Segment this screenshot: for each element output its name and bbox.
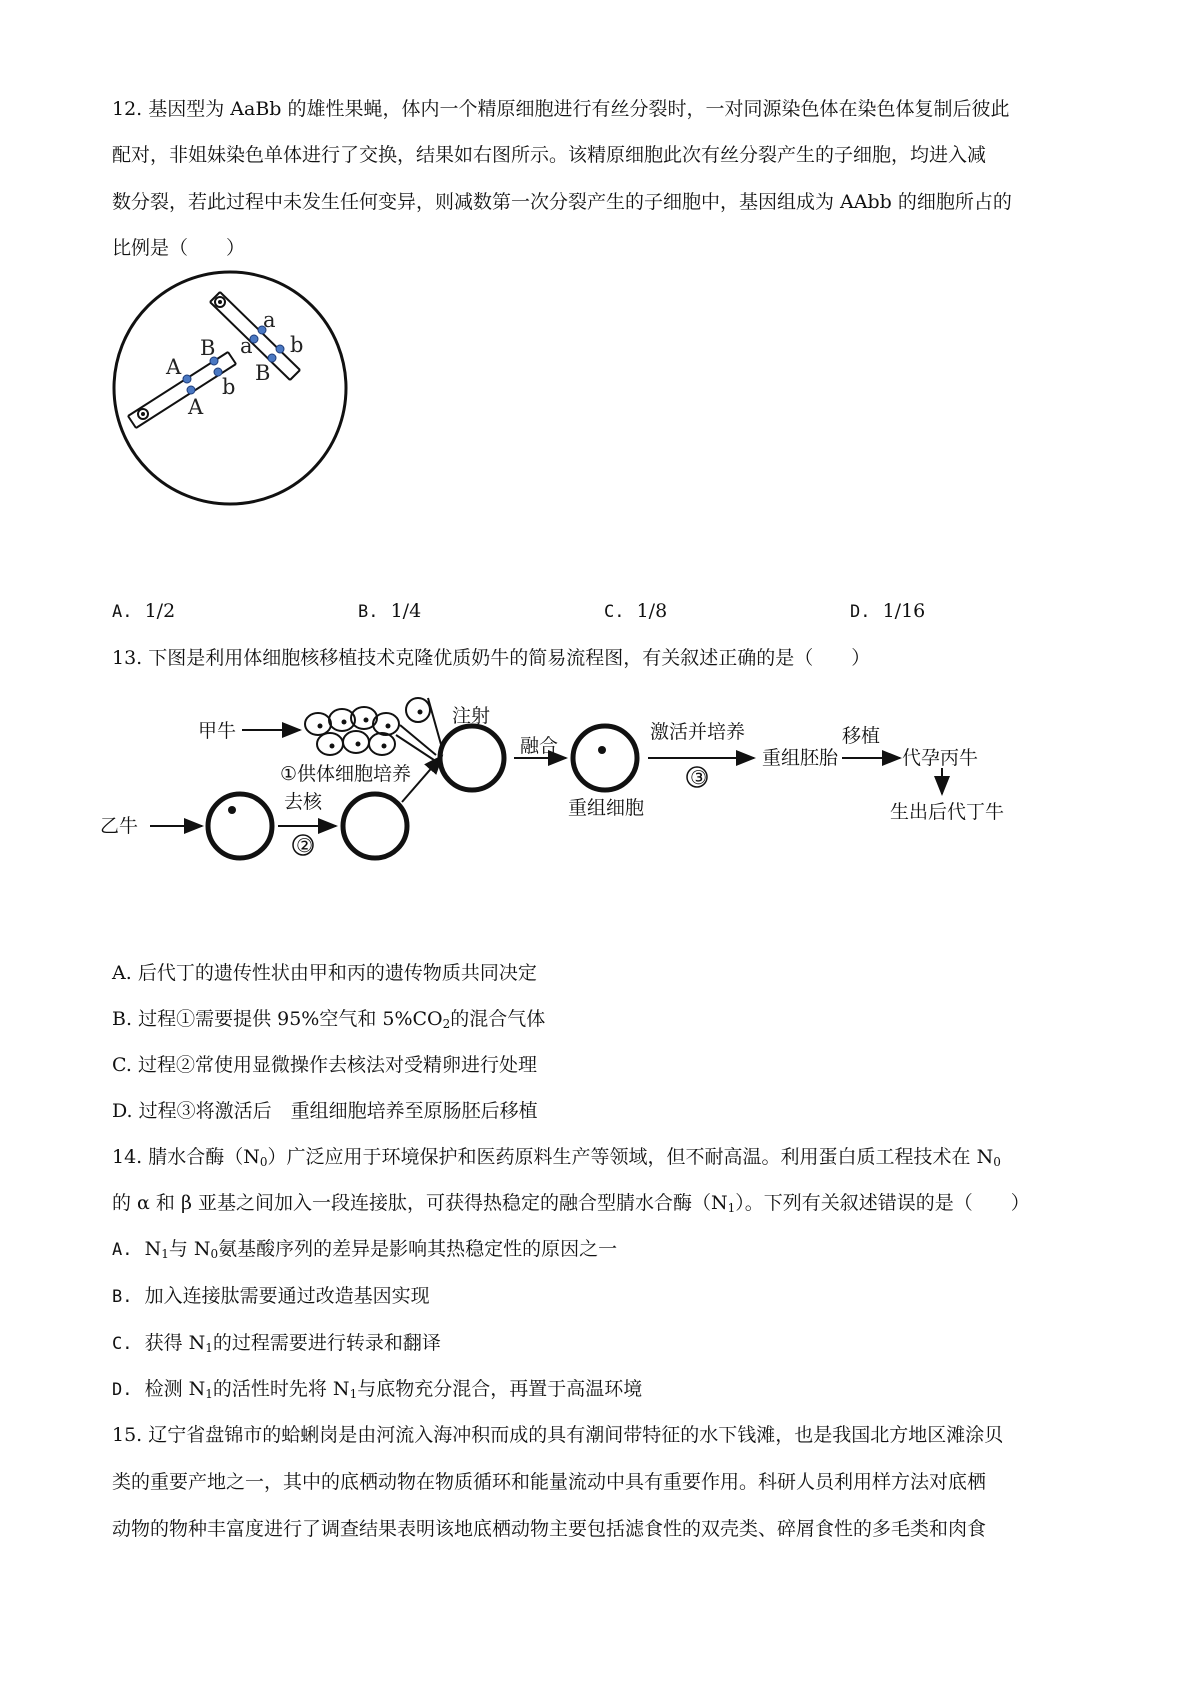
q13-option-a[interactable]: A. 后代丁的遗传性状由甲和丙的遗传物质共同决定 (112, 962, 537, 984)
gene-label: A (188, 395, 204, 419)
q14-option-a[interactable]: A. $N_1$与 $N_0$氨基酸序列的差异是影响其热稳定性的原因之一 (112, 1238, 618, 1261)
step3-marker (687, 767, 707, 789)
gene-locus (183, 375, 191, 383)
step2-marker (293, 835, 313, 857)
svg-text:③: ③ (690, 767, 708, 789)
gene-locus (276, 345, 284, 353)
q14-option-c[interactable]: C. 获得 $N_1$的过程需要进行转录和翻译 (112, 1332, 441, 1355)
q12-stem-line-1: 12. 基因型为 AaBb 的雄性果蝇，体内一个精原细胞进行有丝分裂时，一对同源染色体在染色体复制后彼此 (112, 98, 1010, 120)
label-enucleate: 去核 (284, 791, 323, 813)
label-cow-jia: 甲牛 (198, 720, 237, 742)
label-fusion: 融合 (520, 735, 559, 757)
q14-stem-line-2: 的 α 和 β 亚基之间加入一段连接肽，可获得热稳定的融合型腈水合酶$(N_1)$。下列有关叙述错误的是（ ） (112, 1192, 1030, 1215)
gene-label: B (200, 336, 216, 360)
gene-locus (187, 386, 195, 394)
q15-stem-line-1: 15. 辽宁省盘锦市的蛤蜊岗是由河流入海冲积而成的具有潮间带特征的水下钱滩，也是我国北方地区滩涂贝 (112, 1424, 1004, 1446)
q14-stem-line-1: 14. 腈水合酶$(N_0)$广泛应用于环境保护和医药原料生产等领域，但不耐高温。利用蛋白质工程技术在 $N_0$ (112, 1146, 1001, 1169)
q13-option-b[interactable]: B. 过程①需要提供 95%空气和 $5\%CO_2$的混合气体 (112, 1008, 546, 1031)
q13-cloning-flowchart (100, 690, 1100, 900)
q12-option-c[interactable]: C. 1/8 (604, 600, 668, 622)
label-recombined-cell: 重组细胞 (568, 797, 645, 819)
gene-label: a (240, 334, 253, 358)
q13-option-d[interactable]: D. 过程③将激活后 重组细胞培养至原肠胚后移植 (112, 1100, 538, 1122)
enucleated-oocyte (343, 794, 407, 858)
q13-option-c[interactable]: C. 过程②常使用显微操作去核法对受精卵进行处理 (112, 1054, 537, 1076)
label-activate-culture: 激活并培养 (650, 721, 746, 743)
gene-label: B (255, 361, 271, 385)
q12-stem-line-4: 比例是（ ） (112, 237, 246, 259)
label-transplant: 移植 (842, 725, 881, 747)
gene-label: A (166, 355, 182, 379)
left-chromosome (128, 352, 236, 428)
q15-stem-line-3: 动物的物种丰富度进行了调查结果表明该地底栖动物主要包括滤食性的双壳类、碎屑食性的多毛类和肉食 (112, 1518, 987, 1540)
gene-locus (214, 368, 222, 376)
q13-stem: 13. 下图是利用体细胞核移植技术克隆优质奶牛的简易流程图，有关叙述正确的是（ ） (112, 647, 871, 669)
q12-stem-line-2: 配对，非姐妹染色单体进行了交换，结果如右图所示。该精原细胞此次有丝分裂产生的子细胞，均进入减 (112, 144, 987, 166)
q12-stem-line-3: 数分裂，若此过程中未发生任何变异，则减数第一次分裂产生的子细胞中，基因组成为 AAbb 的细胞所占的 (112, 191, 1012, 213)
q12-option-b[interactable]: B. 1/4 (358, 600, 422, 622)
q14-option-b[interactable]: B. 加入连接肽需要通过改造基因实现 (112, 1285, 430, 1307)
label-offspring: 生出后代丁牛 (890, 801, 1005, 823)
label-step1-donor-culture: ①供体细胞培养 (280, 763, 412, 785)
oocyte (208, 794, 272, 858)
q12-chromosome-figure (110, 268, 350, 508)
q12-option-a[interactable]: A. 1/2 (112, 600, 176, 622)
label-recombined-embryo: 重组胚胎 (762, 747, 839, 769)
gene-label: b (222, 375, 236, 399)
nucleus (228, 806, 236, 814)
gene-label: b (290, 333, 304, 357)
label-inject: 注射 (452, 705, 491, 727)
q15-stem-line-2: 类的重要产地之一，其中的底栖动物在物质循环和能量流动中具有重要作用。科研人员利用样方法对底栖 (112, 1471, 987, 1493)
injection-pipette (406, 698, 430, 722)
q14-option-d[interactable]: D. 检测 $N_1$的活性时先将 $N_1$与底物充分混合，再置于高温环境 (112, 1378, 643, 1401)
recombined-cell (573, 726, 637, 790)
svg-text:②: ② (296, 835, 314, 857)
label-surrogate-cow: 代孕丙牛 (902, 747, 979, 769)
label-cow-yi: 乙牛 (100, 815, 139, 837)
q12-option-d[interactable]: D. 1/16 (850, 600, 926, 622)
injected-oocyte (440, 726, 504, 790)
gene-label: a (263, 308, 276, 332)
